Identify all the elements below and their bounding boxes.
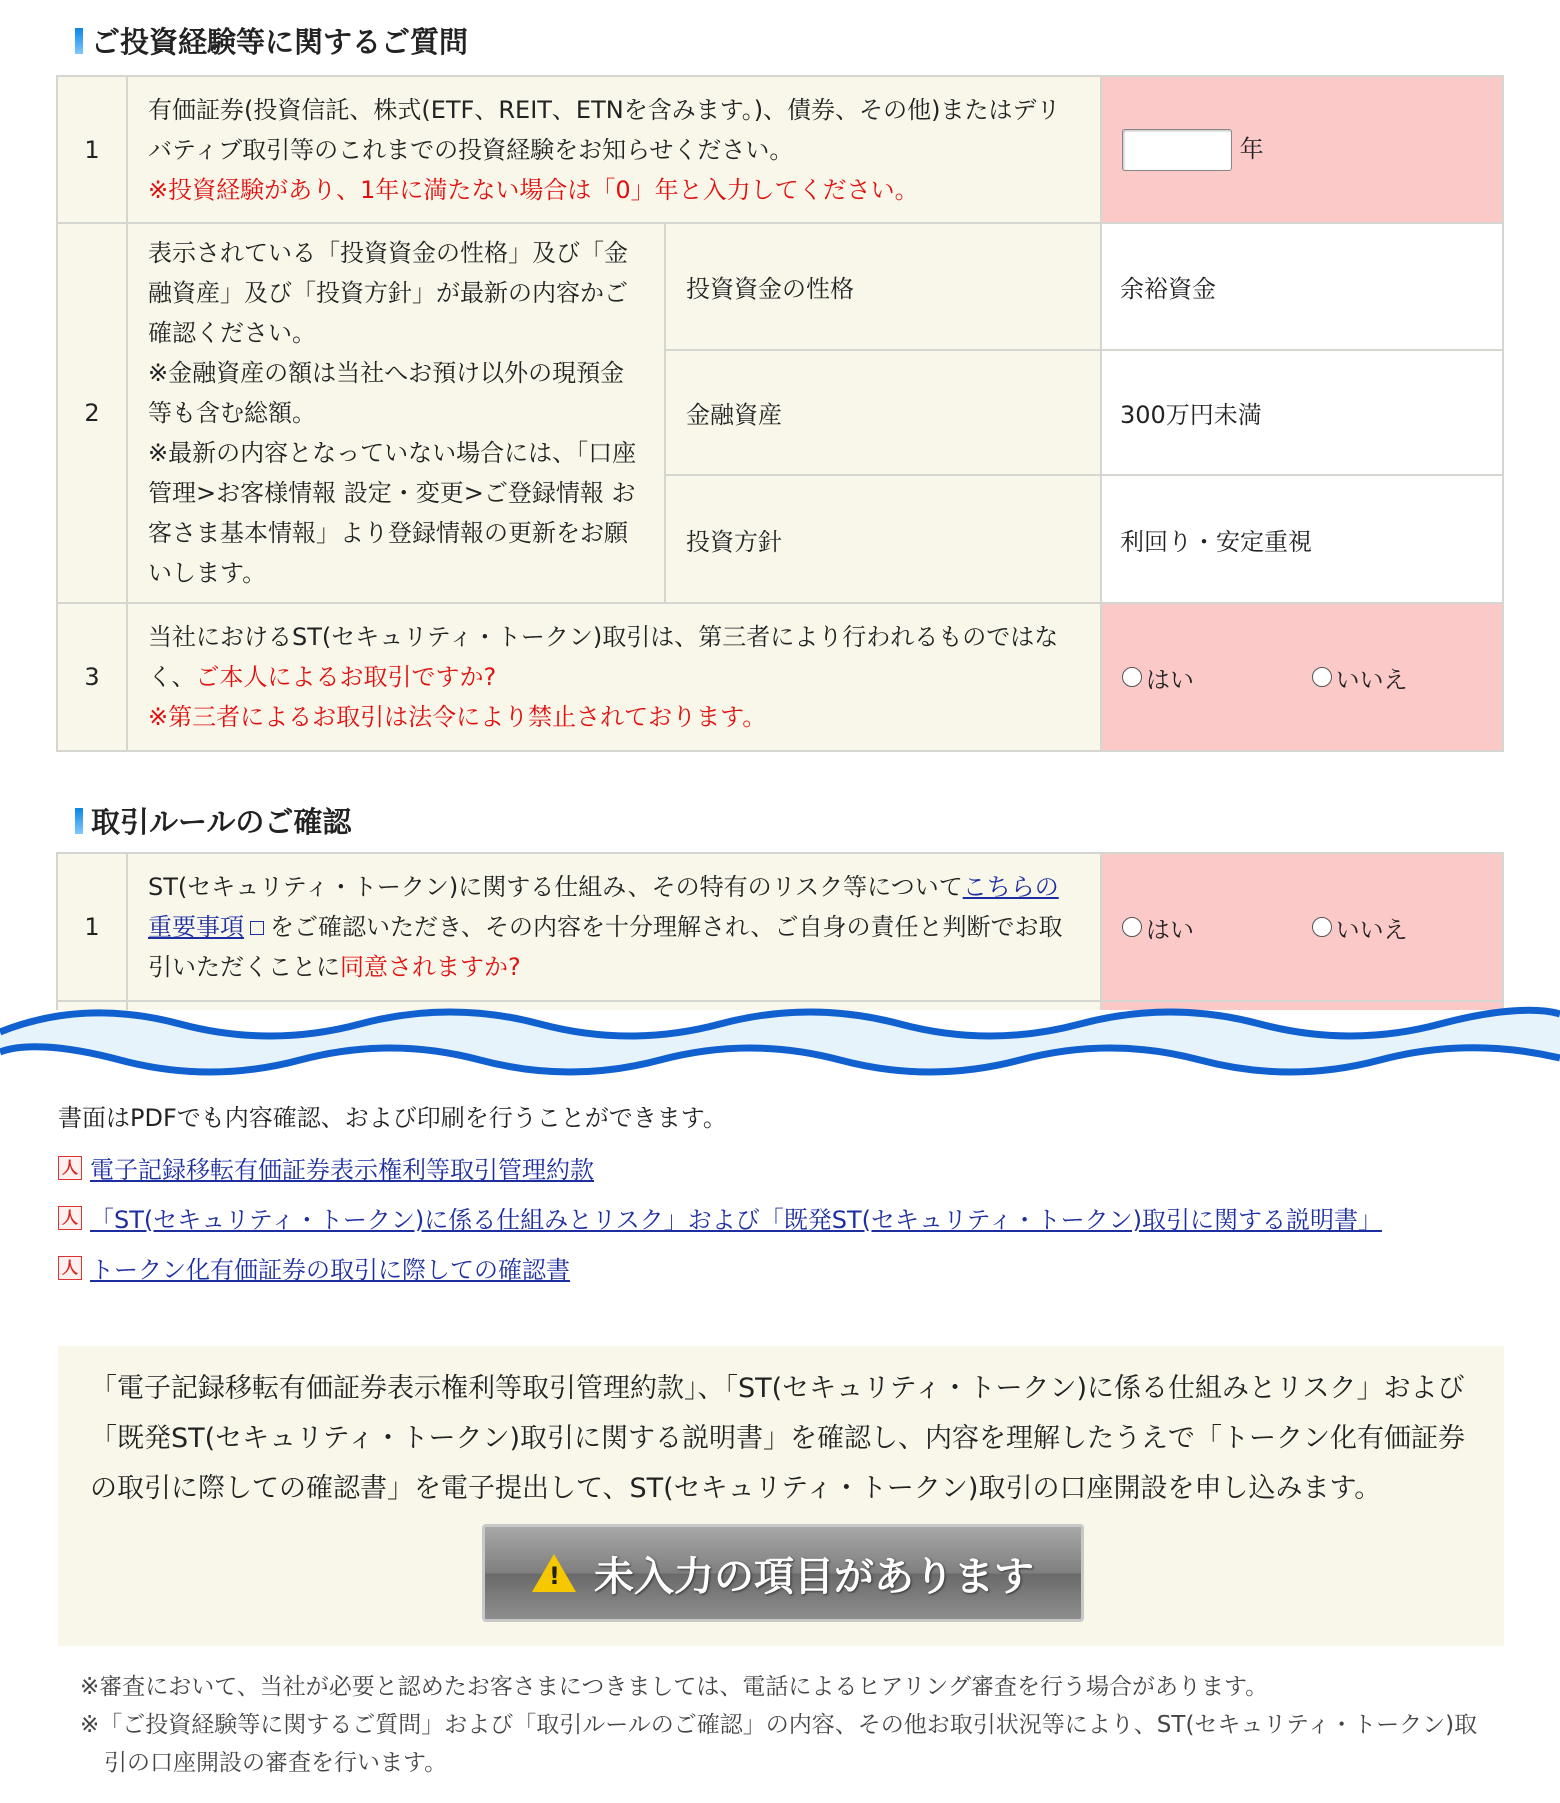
radio-no[interactable] bbox=[1312, 910, 1408, 945]
question-text bbox=[127, 76, 1101, 223]
pdf-link-risk-explanation[interactable]: 「ST(セキュリティ・トークン)に係る仕組みとリスク」および「既発ST(セキュリティ・トークン)取引に関する説明書」 bbox=[90, 1206, 1382, 1234]
question-body: 表示されている「投資資金の性格」及び「金融資産」及び「投資方針」が最新の内容かご確認ください。 bbox=[148, 239, 628, 347]
radio-label: はい bbox=[1146, 665, 1194, 694]
radio-circle-icon bbox=[1312, 667, 1332, 687]
section-title-investment-experience bbox=[75, 20, 468, 61]
section-title-text: ご投資経験等に関するご質問 bbox=[91, 25, 469, 59]
radio-yes[interactable] bbox=[1122, 910, 1194, 945]
table-row bbox=[57, 853, 1503, 1001]
note-item: ※「ご投資経験等に関するご質問」および「取引ルールのご確認」の内容、その他お取引状況等により、ST(セキュリティ・トークン)取引の口座開設の審査を行います。 bbox=[80, 1712, 1478, 1776]
pdf-icon: 人 bbox=[58, 1156, 82, 1180]
question-body: ST(セキュリティ・トークン)に関する仕組み、その特有のリスク等について bbox=[148, 873, 963, 901]
question-note: ※最新の内容となっていない場合には、「口座管理>お客様情報 設定・変更>ご登録情報 お客さま基本情報」より登録情報の更新をお願いします。 bbox=[148, 439, 637, 587]
warning-icon bbox=[532, 1554, 576, 1592]
field-label: 投資方針 bbox=[665, 475, 1101, 603]
confirmation-text: 「電子記録移転有価証券表示権利等取引管理約款」、「ST(セキュリティ・トークン)に係る仕組みとリスク」および「既発ST(セキュリティ・トークン)取引に関する説明書」を確認し、内容を理解したうえで「トークン化有価証券の取引に際しての確認書」を電子提出して、ST(セキュリティ・トークン)取引の口座開設を申し込みます。 bbox=[90, 1373, 1465, 1504]
question-body: をご確認いただき、その内容を十分理解され、ご自身の責任と判断でお取引いただくことに bbox=[148, 913, 1063, 981]
pdf-intro bbox=[58, 1098, 727, 1133]
field-label: 金融資産 bbox=[665, 350, 1101, 475]
field-value: 利回り・安定重視 bbox=[1101, 475, 1503, 603]
table-row bbox=[57, 603, 1503, 751]
radio-yes[interactable] bbox=[1122, 660, 1194, 695]
question-text bbox=[127, 603, 1101, 751]
pdf-icon: 人 bbox=[58, 1206, 82, 1230]
table-row bbox=[57, 223, 1503, 350]
radio-label: はい bbox=[1146, 915, 1194, 944]
answer-cell bbox=[1101, 76, 1503, 223]
submit-button-label: 未入力の項目があります bbox=[594, 1553, 1034, 1600]
investment-years-input[interactable] bbox=[1122, 129, 1232, 171]
question-number: 2 bbox=[57, 223, 127, 603]
table-row bbox=[57, 76, 1503, 223]
section-marker-icon bbox=[75, 28, 83, 54]
page-break-wave bbox=[0, 1000, 1560, 1090]
radio-label: いいえ bbox=[1335, 915, 1408, 944]
notes bbox=[80, 1668, 1500, 1782]
important-matters-link[interactable]: こちらの重要事項 bbox=[148, 873, 1059, 941]
warning-symbol: ! bbox=[549, 1562, 560, 1590]
pdf-link-row[interactable] bbox=[58, 1200, 1382, 1235]
external-window-icon bbox=[250, 921, 264, 935]
field-value: 余裕資金 bbox=[1101, 223, 1503, 350]
note-item: ※審査において、当社が必要と認めたお客さまにつきましては、電話によるヒアリング審査を行う場合があります。 bbox=[80, 1674, 1269, 1700]
answer-cell bbox=[1101, 853, 1503, 1001]
question-note: ※金融資産の額は当社へお預け以外の現預金等も含む総額。 bbox=[148, 359, 625, 427]
section-title-text: 取引ルールのご確認 bbox=[91, 805, 352, 839]
question-number: 3 bbox=[57, 603, 127, 751]
confirmation-box bbox=[58, 1346, 1504, 1646]
submit-button[interactable] bbox=[482, 1524, 1084, 1622]
radio-label: いいえ bbox=[1335, 665, 1408, 694]
question-emphasis: 同意されますか? bbox=[340, 953, 521, 981]
question-text bbox=[127, 853, 1101, 1001]
question-number: 1 bbox=[57, 853, 127, 1001]
radio-circle-icon bbox=[1122, 667, 1142, 687]
pdf-link-row[interactable] bbox=[58, 1150, 594, 1185]
pdf-intro-text: 書面はPDFでも内容確認、および印刷を行うことができます。 bbox=[58, 1104, 727, 1132]
section-marker-icon bbox=[75, 808, 83, 834]
pdf-link-row[interactable] bbox=[58, 1250, 570, 1285]
radio-no[interactable] bbox=[1312, 660, 1408, 695]
pdf-icon: 人 bbox=[58, 1256, 82, 1280]
question-emphasis: ご本人によるお取引ですか? bbox=[195, 663, 497, 691]
pdf-link-terms[interactable]: 電子記録移転有価証券表示権利等取引管理約款 bbox=[90, 1156, 594, 1184]
year-unit-label: 年 bbox=[1239, 134, 1264, 163]
investment-experience-table bbox=[56, 75, 1504, 752]
question-note: ※第三者によるお取引は法令により禁止されております。 bbox=[148, 703, 767, 731]
answer-cell bbox=[1101, 603, 1503, 751]
question-number: 1 bbox=[57, 76, 127, 223]
question-text bbox=[127, 223, 665, 603]
field-label: 投資資金の性格 bbox=[665, 223, 1101, 350]
question-body: 有価証券(投資信託、株式(ETF、REIT、ETNを含みます。)、債券、その他)またはデリバティブ取引等のこれまでの投資経験をお知らせください。 bbox=[148, 95, 1061, 164]
field-value: 300万円未満 bbox=[1101, 350, 1503, 475]
radio-circle-icon bbox=[1312, 917, 1332, 937]
question-body: 当社におけるST(セキュリティ・トークン)取引は、第三者により行われるものではなく、 bbox=[148, 623, 1059, 691]
pdf-link-confirmation[interactable]: トークン化有価証券の取引に際しての確認書 bbox=[90, 1256, 570, 1284]
question-note: ※投資経験があり、1年に満たない場合は「0」年と入力してください。 bbox=[148, 175, 919, 204]
radio-circle-icon bbox=[1122, 917, 1142, 937]
section-title-trading-rules bbox=[75, 800, 351, 841]
